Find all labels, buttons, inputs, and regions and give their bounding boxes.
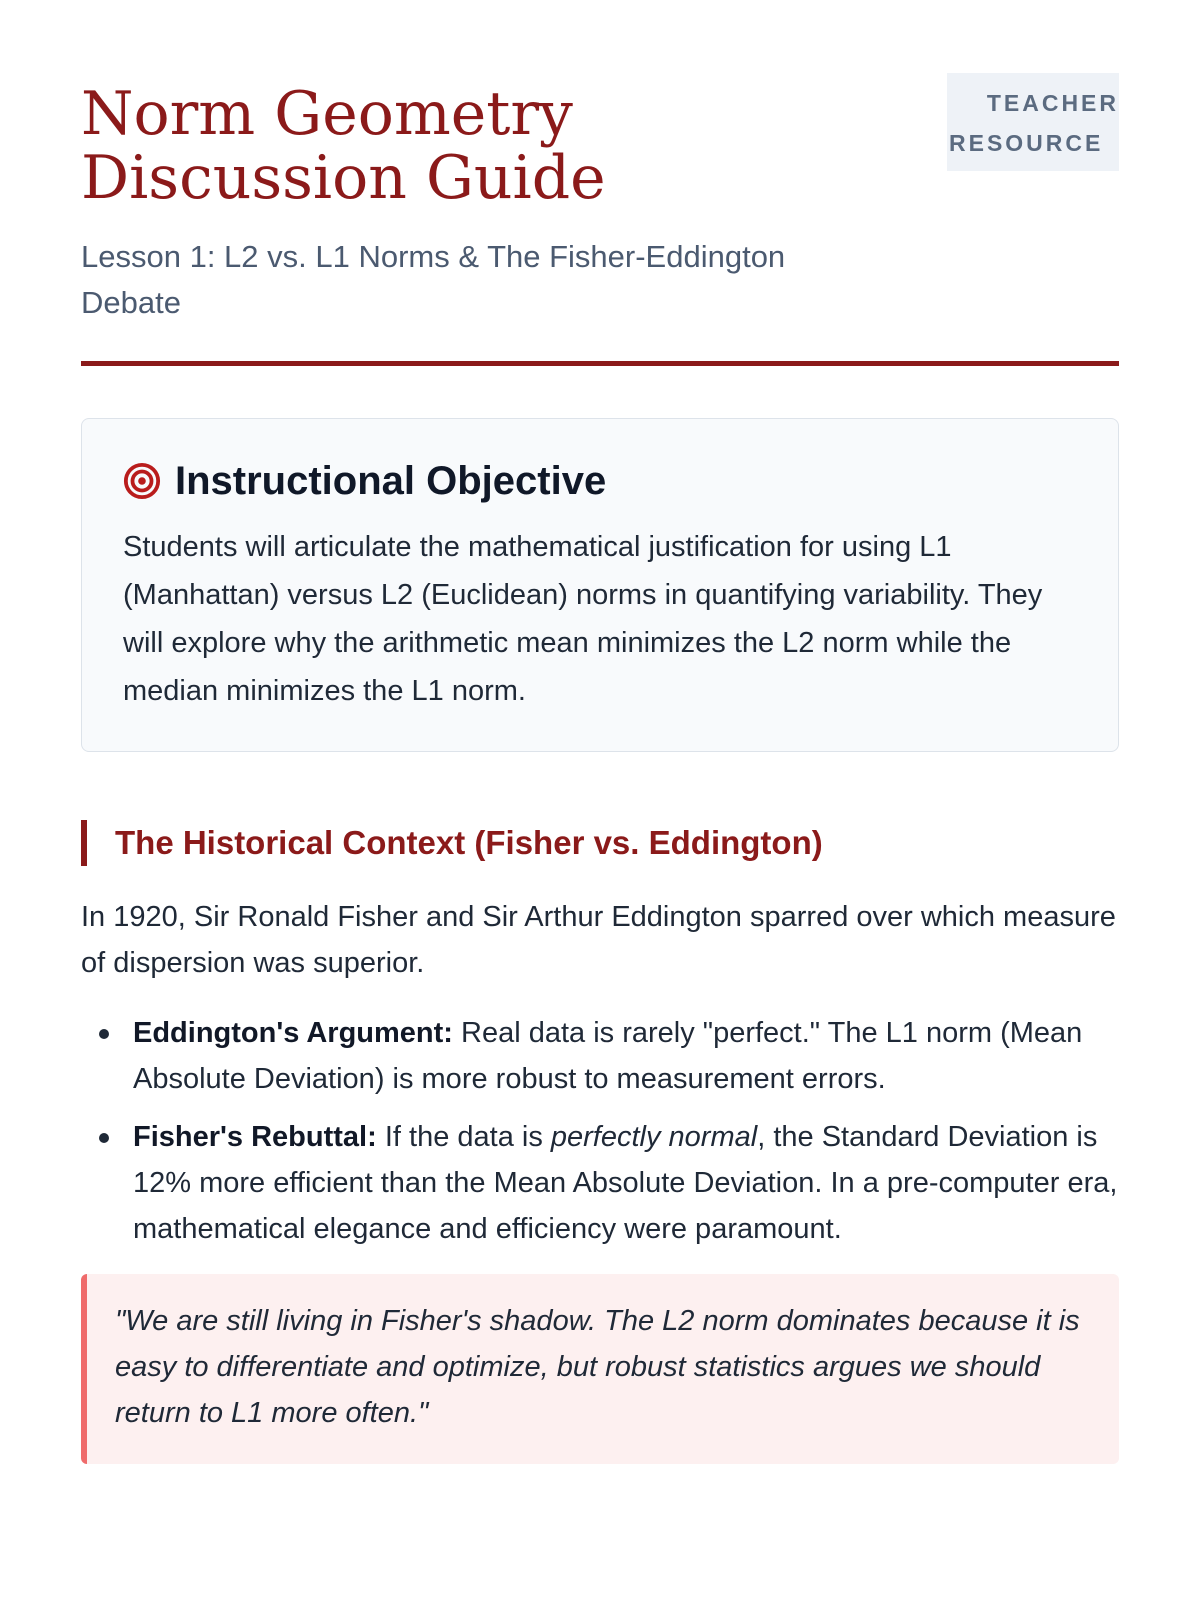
page-title: Norm Geometry Discussion Guide	[81, 79, 606, 213]
target-icon	[123, 462, 161, 500]
objective-title: Instructional Objective	[175, 459, 607, 503]
list-item-eddington	[133, 1010, 1119, 1102]
objective-card	[81, 418, 1119, 752]
page-subtitle: Lesson 1: L2 vs. L1 Norms & The Fisher-Eddington Debate	[81, 239, 786, 320]
teacher-resource-badge	[947, 73, 1119, 171]
badge-line-2: RESOURCE	[949, 130, 1104, 156]
history-intro: In 1920, Sir Ronald Fisher and Sir Arthur Eddington sparred over which measure of dispersion was superior.	[81, 901, 1116, 979]
fisher-text-before: If the data is	[376, 1121, 551, 1153]
objective-header	[123, 457, 1077, 505]
history-heading: The Historical Context (Fisher vs. Eddington)	[81, 820, 1119, 866]
pull-quote: "We are still living in Fisher's shadow. The L2 norm dominates because it is easy to differentiate and optimize, but robust statistics argues we should return to L1 more often."	[81, 1274, 1119, 1464]
objective-text: Students will articulate the mathematical justification for using L1 (Manhattan) versus L2 (Euclidean) norms in quantifying variability. They will explore why the arithmetic mean minimizes the L2 norm while the median minimizes the L1 norm.	[123, 531, 1043, 707]
document-header	[81, 79, 1119, 366]
badge-line-1: TEACHER	[986, 90, 1119, 116]
fisher-emphasis: perfectly normal	[550, 1121, 758, 1153]
fisher-text-after: , the Standard Deviation is 12% more efficient than the Mean Absolute Deviation. In a pre-computer era, mathematical elegance and efficiency were paramount.	[133, 1121, 1118, 1245]
fisher-label: Fisher's Rebuttal:	[133, 1121, 377, 1153]
eddington-text: Real data is rarely "perfect." The L1 norm (Mean Absolute Deviation) is more robust to measurement errors.	[133, 1017, 1083, 1095]
eddington-label: Eddington's Argument:	[133, 1017, 453, 1049]
list-item-fisher	[133, 1114, 1119, 1252]
argument-list	[81, 1010, 1119, 1252]
